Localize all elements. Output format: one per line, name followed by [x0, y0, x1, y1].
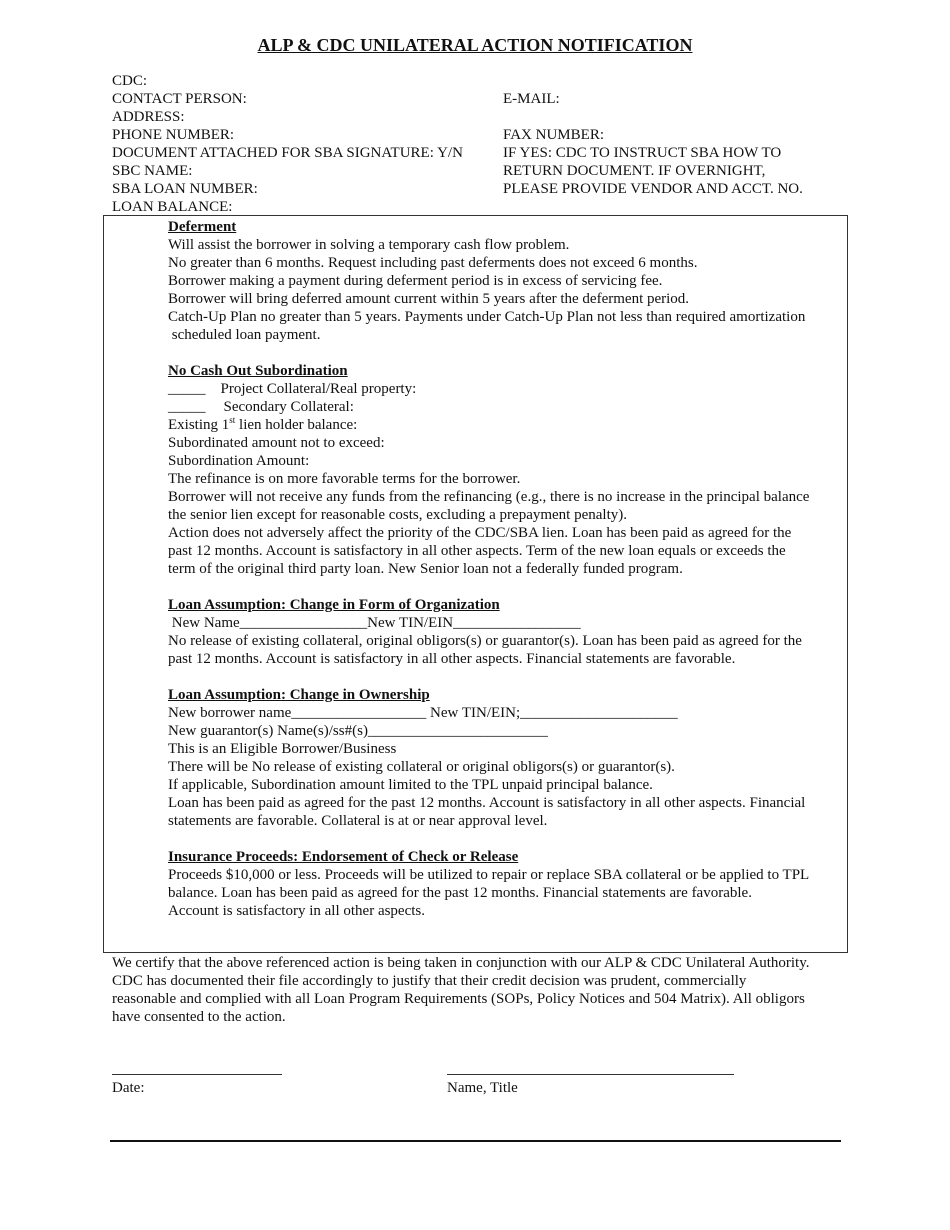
fax-number-label: FAX NUMBER: — [503, 127, 604, 143]
new-guarantor-field[interactable]: New guarantor(s) Name(s)/ss#(s)________________________ — [168, 723, 548, 739]
assumption-organization-title: Loan Assumption: Change in Form of Organization — [168, 597, 500, 613]
deferment-title: Deferment — [168, 219, 237, 235]
header-fields — [112, 72, 872, 216]
deferment-line: Borrower making a payment during deferment period is in excess of servicing fee. — [168, 273, 663, 289]
secondary-collateral-row — [168, 398, 840, 416]
address-label: ADDRESS: — [112, 109, 185, 125]
assumption-ownership-title: Loan Assumption: Change in Ownership — [168, 687, 430, 703]
project-collateral-blank[interactable]: _____ — [168, 381, 206, 397]
assumption-ownership-line: If applicable, Subordination amount limited to the TPL unpaid principal balance. — [168, 777, 653, 793]
secondary-collateral-label: Secondary Collateral: — [223, 399, 354, 415]
deferment-line: scheduled loan payment. — [168, 327, 321, 343]
subordination-line: Subordinated amount not to exceed: — [168, 435, 385, 451]
assumption-organization-line: No release of existing collateral, original obligors(s) or guarantor(s). Loan has been paid as agreed for the — [168, 633, 802, 649]
assumption-ownership-line: Loan has been paid as agreed for the past 12 months. Account is satisfactory in all other aspects. Financial — [168, 795, 806, 811]
insurance-proceeds-title: Insurance Proceeds: Endorsement of Check or Release — [168, 849, 519, 865]
subordination-line: Subordination Amount: — [168, 453, 310, 469]
certification-line: reasonable and complied with all Loan Program Requirements (SOPs, Policy Notices and 504 Matrix). All obligors — [112, 991, 805, 1007]
subordination-line: Action does not adversely affect the priority of the CDC/SBA lien. Loan has been paid as agreed for the — [168, 525, 792, 541]
actions-content — [168, 218, 840, 920]
lien-suffix: lien holder balance: — [235, 417, 358, 433]
form-title: ALP & CDC UNILATERAL ACTION NOTIFICATION — [257, 35, 693, 55]
header-row-cdc — [112, 72, 872, 90]
header-row-sbc — [112, 162, 872, 180]
date-label: Date: — [112, 1080, 145, 1096]
actions-box — [103, 215, 848, 953]
secondary-collateral-blank[interactable]: _____ — [168, 399, 206, 415]
subordination-title: No Cash Out Subordination — [168, 363, 348, 379]
deferment-line: No greater than 6 months. Request including past deferments does not exceed 6 months. — [168, 255, 698, 271]
sba-loan-number-label: SBA LOAN NUMBER: — [112, 181, 258, 197]
subordination-line: The refinance is on more favorable terms for the borrower. — [168, 471, 521, 487]
deferment-line: Will assist the borrower in solving a temporary cash flow problem. — [168, 237, 570, 253]
name-title-label: Name, Title — [447, 1080, 518, 1096]
email-label: E-MAIL: — [503, 91, 560, 107]
lien-superscript: st — [229, 415, 236, 425]
subordination-line: past 12 months. Account is satisfactory in all other aspects. Term of the new loan equals or exceeds the — [168, 543, 786, 559]
new-name-tin-field[interactable]: New Name_________________New TIN/EIN_________________ — [168, 615, 581, 631]
certification-line: We certify that the above referenced action is being taken in conjunction with our ALP & CDC Unilateral Authority. — [112, 955, 810, 971]
assumption-organization-line: past 12 months. Account is satisfactory in all other aspects. Financial statements are favorable. — [168, 651, 736, 667]
insurance-line: Proceeds $10,000 or less. Proceeds will be utilized to repair or replace SBA collateral or be applied to TPL — [168, 867, 810, 883]
header-row-contact — [112, 90, 872, 108]
project-collateral-label: Project Collateral/Real property: — [220, 381, 417, 397]
subordination-line: Borrower will not receive any funds from the refinancing (e.g., there is no increase in the principal balance — [168, 489, 810, 505]
subordination-line: term of the original third party loan. New Senior loan not a federally funded program. — [168, 561, 683, 577]
loan-balance-label: LOAN BALANCE: — [112, 199, 233, 215]
sbc-name-label: SBC NAME: — [112, 163, 193, 179]
subordination-line: the senior lien except for reasonable costs, excluding a prepayment penalty). — [168, 507, 627, 523]
date-signature-line[interactable] — [112, 1074, 282, 1075]
header-row-balance — [112, 198, 872, 216]
assumption-ownership-line: There will be No release of existing collateral or original obligors(s) or guarantor(s). — [168, 759, 675, 775]
instruction-line-3: PLEASE PROVIDE VENDOR AND ACCT. NO. — [503, 181, 803, 197]
assumption-ownership-line: statements are favorable. Collateral is at or near approval level. — [168, 813, 548, 829]
cdc-label: CDC: — [112, 73, 148, 89]
new-borrower-field[interactable]: New borrower name__________________ New TIN/EIN;_____________________ — [168, 705, 678, 721]
insurance-line: Account is satisfactory in all other aspects. — [168, 903, 426, 919]
lien-prefix: Existing 1 — [168, 417, 230, 433]
lien-holder-balance-row — [168, 416, 840, 434]
project-collateral-row — [168, 380, 840, 398]
header-row-phone — [112, 126, 872, 144]
instruction-line-2: RETURN DOCUMENT. IF OVERNIGHT, — [503, 163, 766, 179]
certification-statement — [112, 954, 852, 1026]
phone-number-label: PHONE NUMBER: — [112, 127, 235, 143]
name-title-signature-line[interactable] — [447, 1074, 734, 1075]
certification-line: have consented to the action. — [112, 1009, 286, 1025]
deferment-line: Catch-Up Plan no greater than 5 years. Payments under Catch-Up Plan not less than required amortization — [168, 309, 806, 325]
document-attached-label: DOCUMENT ATTACHED FOR SBA SIGNATURE: Y/N — [112, 145, 463, 161]
deferment-line: Borrower will bring deferred amount current within 5 years after the deferment period. — [168, 291, 690, 307]
header-row-loan-number — [112, 180, 872, 198]
contact-person-label: CONTACT PERSON: — [112, 91, 247, 107]
certification-line: CDC has documented their file accordingly to justify that their credit decision was prudent, commercially — [112, 973, 747, 989]
assumption-ownership-line: This is an Eligible Borrower/Business — [168, 741, 397, 757]
insurance-line: balance. Loan has been paid as agreed for the past 12 months. Financial statements are favorable. — [168, 885, 752, 901]
header-row-address — [112, 108, 872, 126]
header-row-document — [112, 144, 872, 162]
instruction-line-1: IF YES: CDC TO INSTRUCT SBA HOW TO — [503, 145, 782, 161]
footer-divider — [110, 1140, 841, 1142]
